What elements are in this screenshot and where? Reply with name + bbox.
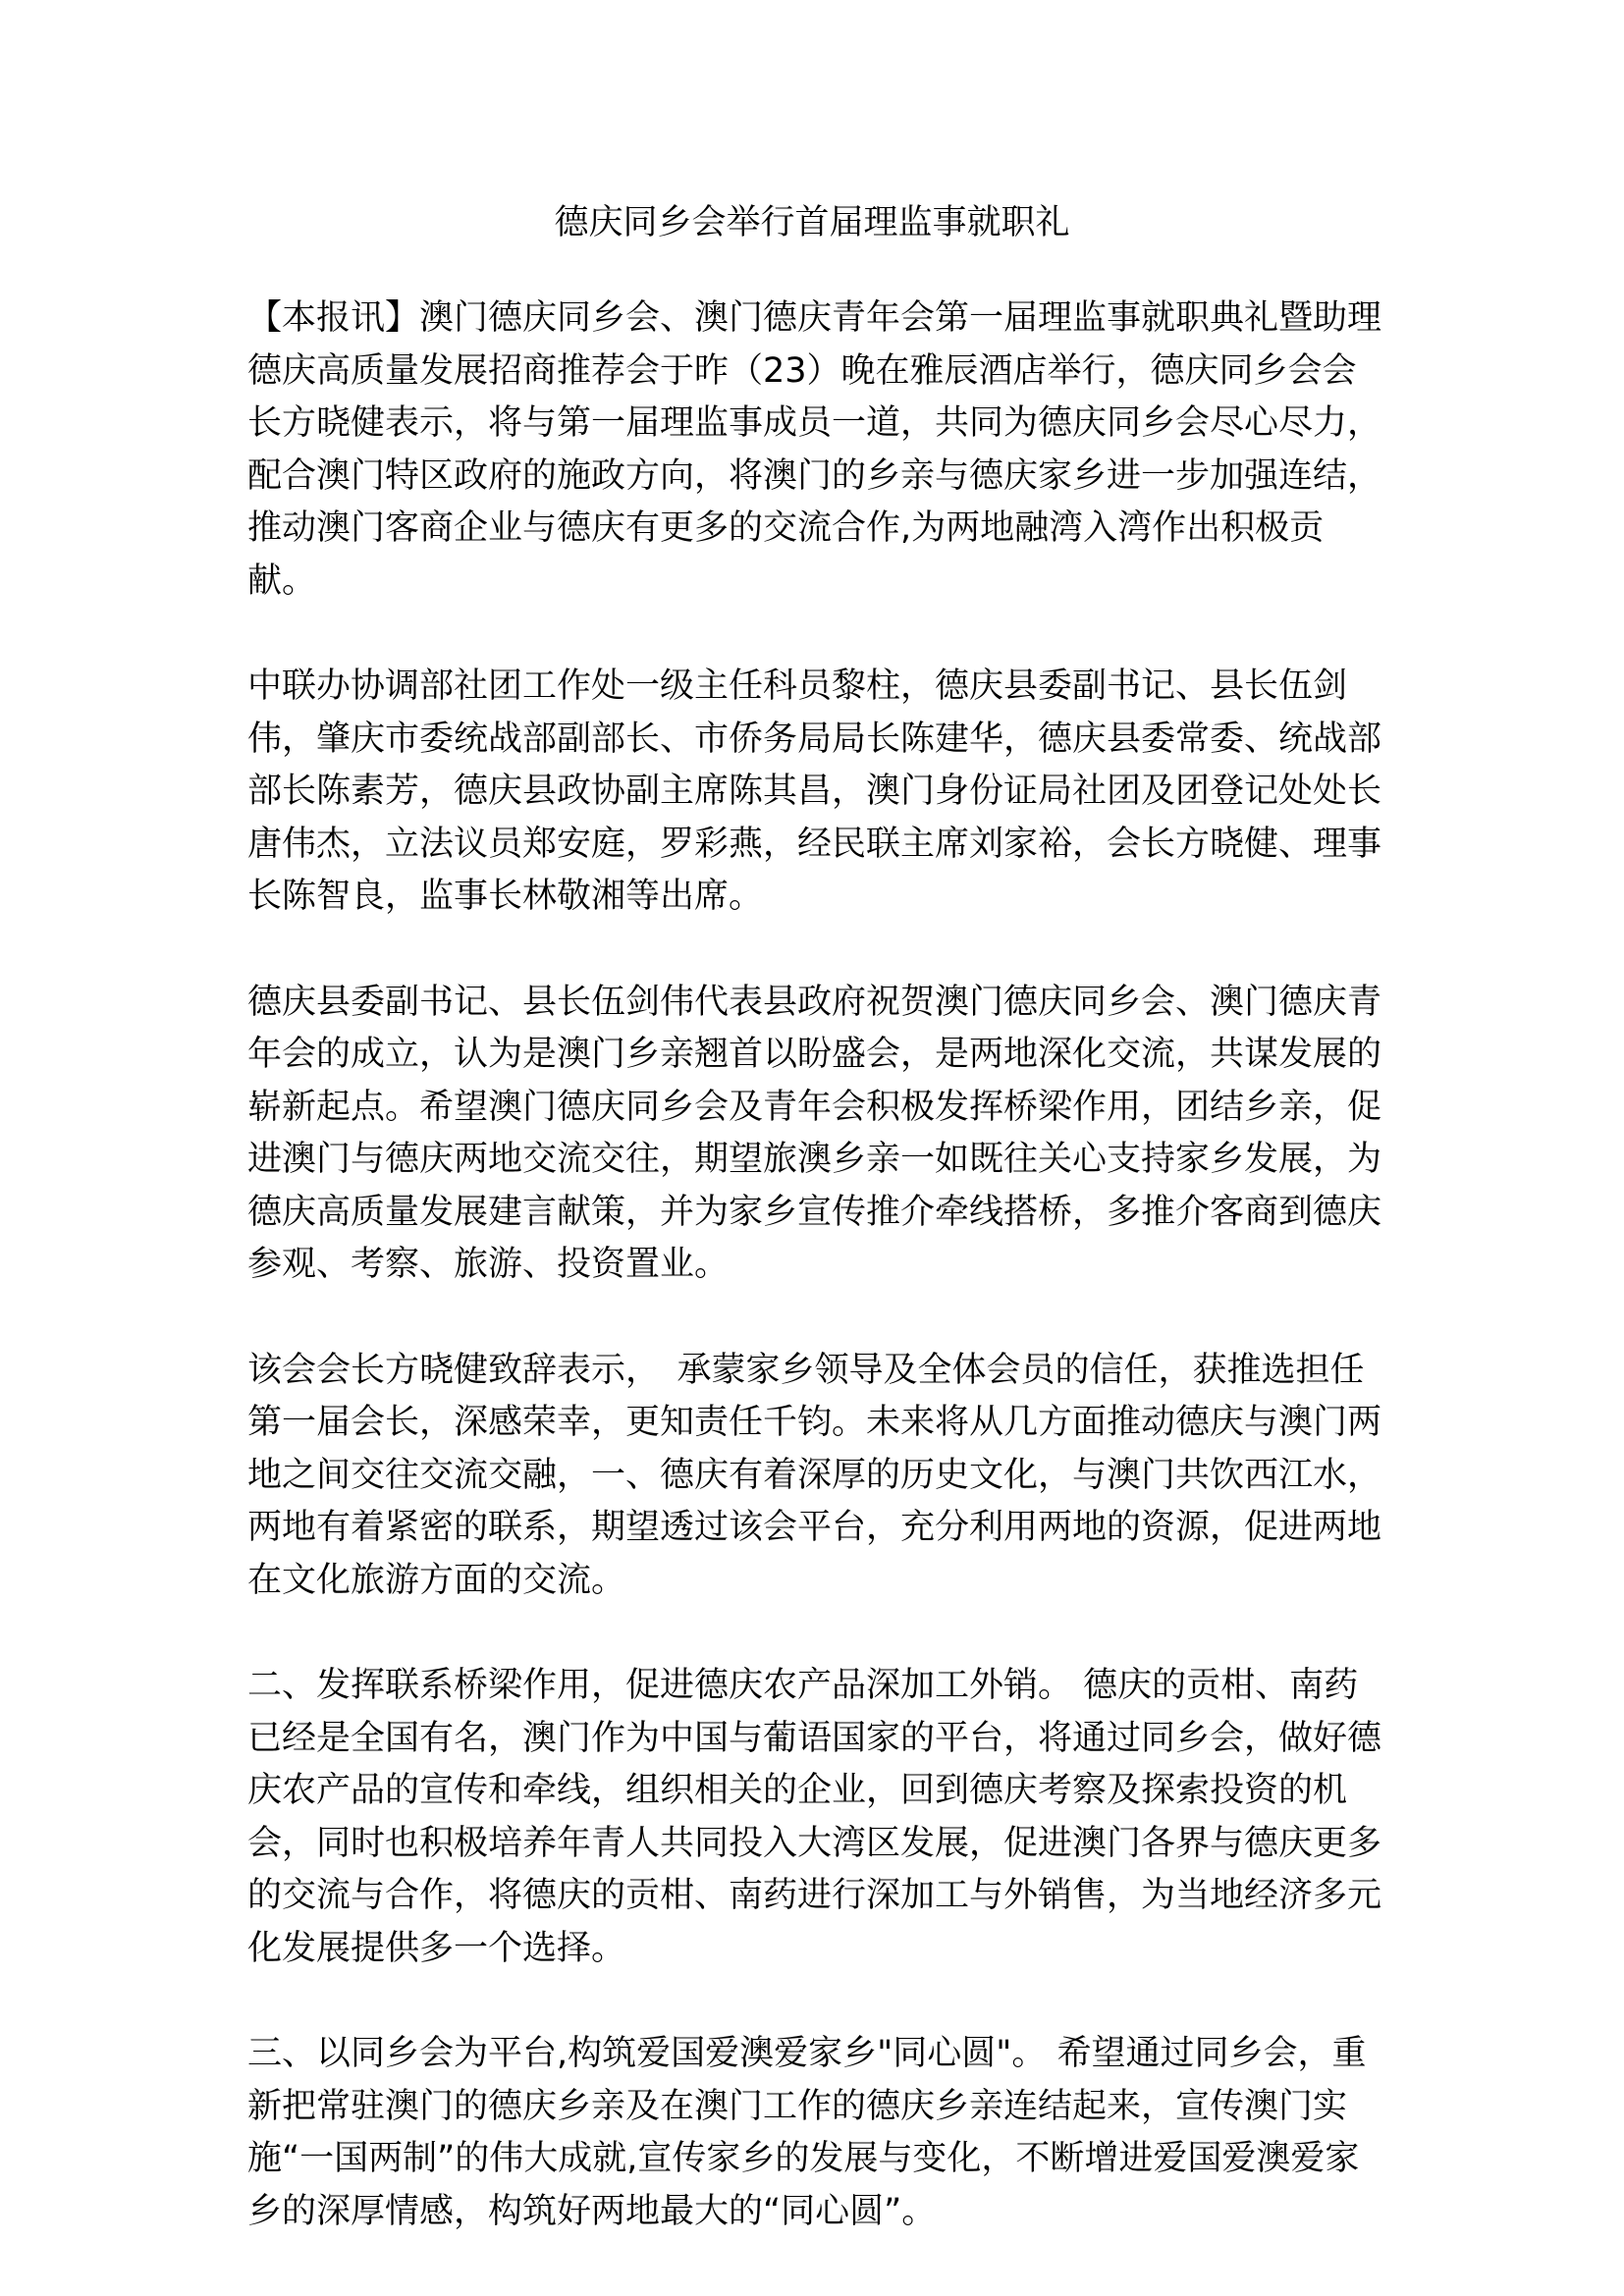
paragraph-1: 【本报讯】澳门德庆同乡会、澳门德庆青年会第一届理监事就职典礼暨助理德庆高质量发展招商推荐会于昨（23）晚在雅辰酒店举行，德庆同乡会会长方晓健表示，将与第一届理监事成员一道，共同为德庆同乡会尽心尽力，配合澳门特区政府的施政方向，将澳门的乡亲与德庆家乡进一步加强连结，推动澳门客商企业与德庆有更多的交流合作,为两地融湾入湾作出积极贡献。 — [247, 298, 1382, 601]
paragraph-4: 该会会长方晓健致辞表示， 承蒙家乡领导及全体会员的信任，获推选担任第一届会长，深感荣幸，更知责任千钧。未来将从几方面推动德庆与澳门两地之间交往交流交融，一、德庆有着深厚的历史文化，与澳门共饮西江水，两地有着紧密的联系，期望透过该会平台，充分利用两地的资源，促进两地在文化旅游方面的交流。 — [247, 1350, 1382, 1600]
article-title: 德庆同乡会举行首届理监事就职礼 — [554, 203, 1070, 242]
paragraph-3: 德庆县委副书记、县长伍剑伟代表县政府祝贺澳门德庆同乡会、澳门德庆青年会的成立，认为是澳门乡亲翘首以盼盛会，是两地深化交流，共谋发展的崭新起点。希望澳门德庆同乡会及青年会积极发挥桥梁作用，团结乡亲，促进澳门与德庆两地交流交往，期望旅澳乡亲一如既往关心支持家乡发展，为德庆高质量发展建言献策，并为家乡宣传推介牵线搭桥，多推介客商到德庆参观、考察、旅游、投资置业。 — [247, 982, 1382, 1284]
article-body — [247, 293, 1386, 2291]
paragraph-5: 二、发挥联系桥梁作用，促进德庆农产品深加工外销。 德庆的贡柑、南药已经是全国有名，澳门作为中国与葡语国家的平台，将通过同乡会，做好德庆农产品的宣传和牵线，组织相关的企业，回到德庆考察及探索投资的机会，同时也积极培养年青人共同投入大湾区发展，促进澳门各界与德庆更多的交流与合作，将德庆的贡柑、南药进行深加工与外销售，为当地经济多元化发展提供多一个选择。 — [247, 1666, 1382, 1968]
paragraph-2: 中联办协调部社团工作处一级主任科员黎柱，德庆县委副书记、县长伍剑伟，肇庆市委统战部副部长、市侨务局局长陈建华，德庆县委常委、统战部部长陈素芳，德庆县政协副主席陈其昌，澳门身份证局社团及团登记处处长唐伟杰，立法议员郑安庭，罗彩燕，经民联主席刘家裕，会长方晓健、理事长陈智良，监事长林敬湘等出席。 — [247, 667, 1382, 916]
paragraph-6: 三、以同乡会为平台,构筑爱国爱澳爱家乡"同心圆"。 希望通过同乡会，重新把常驻澳门的德庆乡亲及在澳门工作的德庆乡亲连结起来，宣传澳门实施“一国两制”的伟大成就,宣传家乡的发展与变化，不断增进爱国爱澳爱家乡的深厚情感，构筑好两地最大的“同心圆”。 — [247, 2034, 1367, 2231]
